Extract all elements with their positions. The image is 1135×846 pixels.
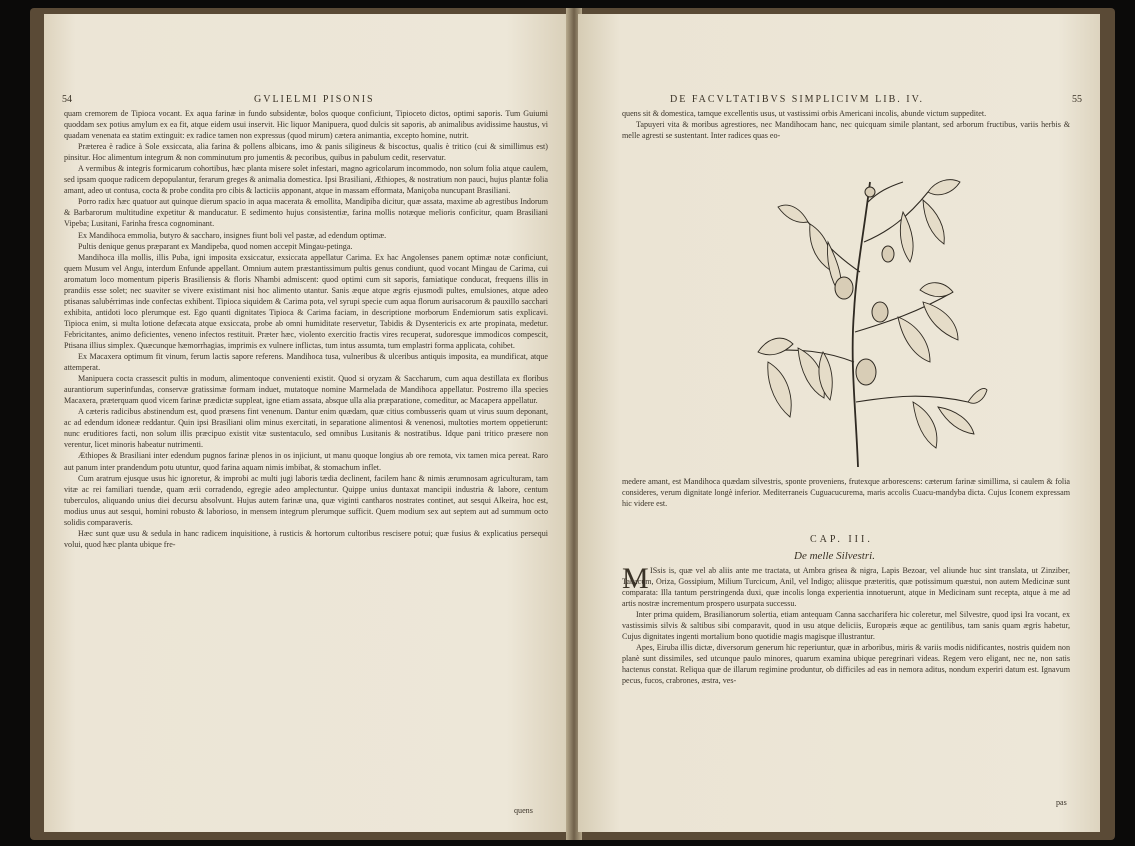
paragraph: quam cremorem de Tipioca vocant. Ex aqua farinæ in fundo subsidentæ, bolos quoque conficiunt, Tipioceto dictos, optimi saporis. Tum Guiumi quoddam sex potius amylum ex ea fit, atque eidem usui inservit. Hic liquor Manipuera, quod dulcis sit saporis, ab animalibus avidissime haustus, vi quadam venenata ea statim extinguit: ex radice tamen non expressus (quod mirum) cætera animantia, excepto homine, nutrit.	[64, 109, 548, 141]
paragraph: ISsis is, quæ vel ab aliis ante me tractata, ut Ambra grisea & nigra, Lapis Bezoar, vel aliunde huc sint translata, ut Zinziber, Tabacum, Oriza, Gossipium, Milium Turcicum, Anil, vel Indigo; aliisque præteritis, quæ potissimum quæstui, non autem Medicinæ sunt comparata: Illa tantum perstringenda duxi, quæ incolis longa experientia innotuerunt, atque in Medicinam sunt recepta, atque à me ad artis nostræ incrementum prospero usurpata successu.	[622, 566, 1070, 609]
paragraph: Hæc sunt quæ usu & sedula in hanc radicem inquisitione, à rusticis & hortorum cultoribus rescisere potui; quæ fusius & explicatius persequi volui, quod hæc planta ubique fre-	[64, 528, 548, 549]
paragraph: Pultis denique genus præparant ex Mandipeba, quod nomen accepit Mingau-petinga.	[78, 241, 353, 251]
paragraph: Ex Macaxera optimum fit vinum, ferum lactis sapore referens. Mandihoca tusa, vulneribus & ulceribus antiquis imposita, ea mundificat, atque attemperat.	[64, 352, 548, 373]
paragraph: Ex Mandihoca emmolia, butyro & saccharo, insignes fiunt boli vel pastæ, ad edendum optimæ.	[78, 230, 387, 240]
drop-cap: M	[622, 562, 649, 595]
chapter-heading: CAP. III.	[810, 534, 873, 545]
catchword: quens	[514, 806, 533, 815]
paragraph: Porro radix hæc quatuor aut quinque dierum spacio in aqua macerata & emollita, Mandipiba dicitur, quæ assata, maxime ab agrestibus Indorum & Barbarorum multitudine expetitur & manducatur. E sedimento hujus consistentiæ, farina mollis notæque melioris conficitur, quam Brasiliani Vipeba; Lusitani, Farinha fresca cognominant.	[64, 197, 548, 229]
paragraph: Tapuyeri vita & moribus agrestiores, nec Mandihocam hanc, nec quicquam simile plantant, sed arborum fructibus, variis herbis & melle agresti se sustentant. Inter radices quas eo-	[622, 120, 1070, 141]
left-page	[44, 14, 570, 832]
page-number: 54	[62, 94, 72, 105]
page-number: 55	[1072, 94, 1082, 105]
chapter-title: De melle Silvestri.	[794, 550, 875, 562]
catchword: pas	[1056, 798, 1067, 807]
paragraph: Manipuera cocta crassescit pultis in modum, alimentoque convenienti existit. Quod si oryzam & Saccharum, cum aqua destillata ex floribus aurantiorum superinfundas, conservæ gratissimæ formam induet, mutatoque nomine Marmelada de Mandihoca appellatur. Postremo illa species Macaxera, præterquam quod vicem farinæ prædictæ suppleat, igne etiam assata, absque ulla alia præparatione, comeditur, ac Macapera appellatur.	[64, 374, 548, 406]
running-header: GVLIELMI PISONIS	[254, 94, 375, 105]
paragraph: Inter prima quidem, Brasilianorum solertia, etiam antequam Canna saccharifera hic coleretur, mel Silvestre, quod ipsi Ira vocant, ex vastissimis silvis & saltibus sibi comparavit, quod in usu atque deliciis, Europæis æque ac gentilibus, tam sanis quam ægris habetur, Cujus dignitates ingenti mortalium bono quotidie magis magisque illustrantur.	[622, 610, 1070, 642]
open-book	[30, 8, 1115, 840]
paragraph: A vermibus & integris formicarum cohortibus, hæc planta misere solet infestari, magno agricolarum incommodo, non solum folia atque caulem, sed ipsam quoque radicem depopulantur, ferarum greges & animalia domestica. Ipsi Brasiliani, Æthiopes, & nostratium non pauci, hujus plantæ folia amant, adeo ut contusa, cocta & probe condita pro cibis & lacticiis apponant, atque in massam efformata, Maniçoba nuncupant Brasiliani.	[64, 164, 548, 196]
paragraph: Apes, Eiruba illis dictæ, diversorum generum hic reperiuntur, quæ in arboribus, miris & variis modis nidificantes, nostris quidem non planè sunt dissimiles, sed utcunque paulo minores, quarum examina ubique peregrinari videas. Regem vero eligant, nec ne, non satis hactenus constat. Reliqua quæ de illarum regimine produntur, ob difficiles ad eas in nemora aditus, nondum experiri datum est. Ignavum pecus, fucos, crabrones, æstra, ves-	[622, 643, 1070, 686]
running-header: DE FACVLTATIBVS SIMPLICIVM LIB. IV.	[670, 94, 925, 105]
paragraph: Æthiopes & Brasiliani inter edendum pugnos farinæ plenos in os injiciunt, ut manu quoque longius ab ore remota, vix tamen mica pereat. Raro aut panum inter prandendum potu utuntur, quod farina aquam nimis imbibat, & stomachum inflet.	[64, 451, 548, 472]
paragraph: Mandihoca illa mollis, illis Puba, igni imposita exsiccatur, exsiccata appellatur Carima. Ex hac Angolenses panem optimæ notæ conficiunt, quem Musum vel Angu, interdum Enfunde appellant. Omnium autem præstantissimum pultis genus condiunt, quod vocant Mingau de Carima, cui aromatum loco momentum piperis Brasiliensis & floris Nhambi admiscent: quod optimi cum sit saporis, famiatique conducat, frequens illis in prandiis esse solet; nec suaviter se vivere existimant nisi hoc alimento utantur. Sanis æque atque ægris ejusmodi pultes, emulsiones, atque adeo ptisanas salubérrimas inde confectas exhibent. Tipioca siquidem & Carima pota, vel syrupi specie cum aqua florum aurisacorum & pauxillo sacchari exhibita, antidoti loco plerumque est. Ego quanti dignitates Tipioca & Carima faciam, in descriptione morborum Endemiorum satis explicavi. Tipioca enim, si multa lotione defæcata atque exsiccata, probe ab omni humiditate reservetur, Tabidis & Dysentericis ex arte propinata, medetur. Febricitantes, animo deficientes, veneno infectos restituit. Præter hæc, violento exercitio fractis vires recuperat, sudoresque immodicos compescit, Ptisana illius simplex. Quæcunque hæmorrhagias, imprimis ex vulnere inflictas, tum intus assumta, tum emplastri forma applicata, cohibet.	[64, 252, 548, 350]
right-page	[578, 14, 1100, 832]
left-body-text	[64, 108, 548, 802]
paragraph: medere amant, est Mandihoca quædam silvestris, sponte proveniens, frutexque arborescens: cæterum farinæ simillima, si caulem & folia consideres, verum dignitate longè inferior. Mediterraneis Cuguacucurema, maris accolis Cuacu-mandyba dicta. Cujus Iconem expressam hic videre est.	[622, 477, 1070, 509]
right-body-text	[622, 562, 1070, 795]
right-intro-text	[622, 108, 1070, 156]
plant-engraving-icon	[738, 162, 988, 472]
paragraph: A cæteris radicibus abstinendum est, quod præsens fint venenum. Dantur enim quædam, quæ citius combusseris quam ut virus suum deponant, ac ad edendum idoneæ reddantur. Quin ipsi Brasiliani olim minus exercitati, in separatione alimentosi & venenosi, multoties mortem oppetierunt: nunc eruditiores facti, non solum illis præcipuo existit vitæ sustentaculo, sed omnibus Lusitanis & nostratibus. Idque pani tritico præsere non verentur, licet minoris habeatur nutrimenti.	[64, 407, 548, 450]
caption-text	[622, 476, 1070, 528]
paragraph: Cum aratrum ejusque usus hic ignoretur, & improbi ac multi jugi laboris tædia declinent, facilem hanc & nimis ærumnosam agriculturam, tam vitæ ac rei familiari tuendæ, quam ærii corradendo, egregie adeo amplectuntur. Quippe unius duntaxat mancipii industria & labore, centum tuberculos, aliquando unius diei decursu absolvunt. Hujus autem farinæ una, quæ viginti cantharos nostrates continet, aut sesqui Alkeira, hoc est, modius unus aut sesqui, homini robusto & laborioso, in mensem integrum plerumque sufficit. Quem modium sex aut septem aut ad summum octo solidis comparaveris.	[64, 473, 548, 527]
paragraph: quens sit & domestica, tamque excellentis usus, ut vastissimi orbis Americani incolis, abunde victum suppeditet.	[622, 109, 987, 118]
paragraph: Præterea è radice à Sole exsiccata, alia farina & pollens albicans, imo & panis siligineus & biscoctus, qualis è tritico (cui & simillimus est) pinsitur. Hoc alimentum integrum & non comminutum pro jumentis & pecoribus, quibus in pabulum cedit, reservatur.	[64, 142, 548, 163]
